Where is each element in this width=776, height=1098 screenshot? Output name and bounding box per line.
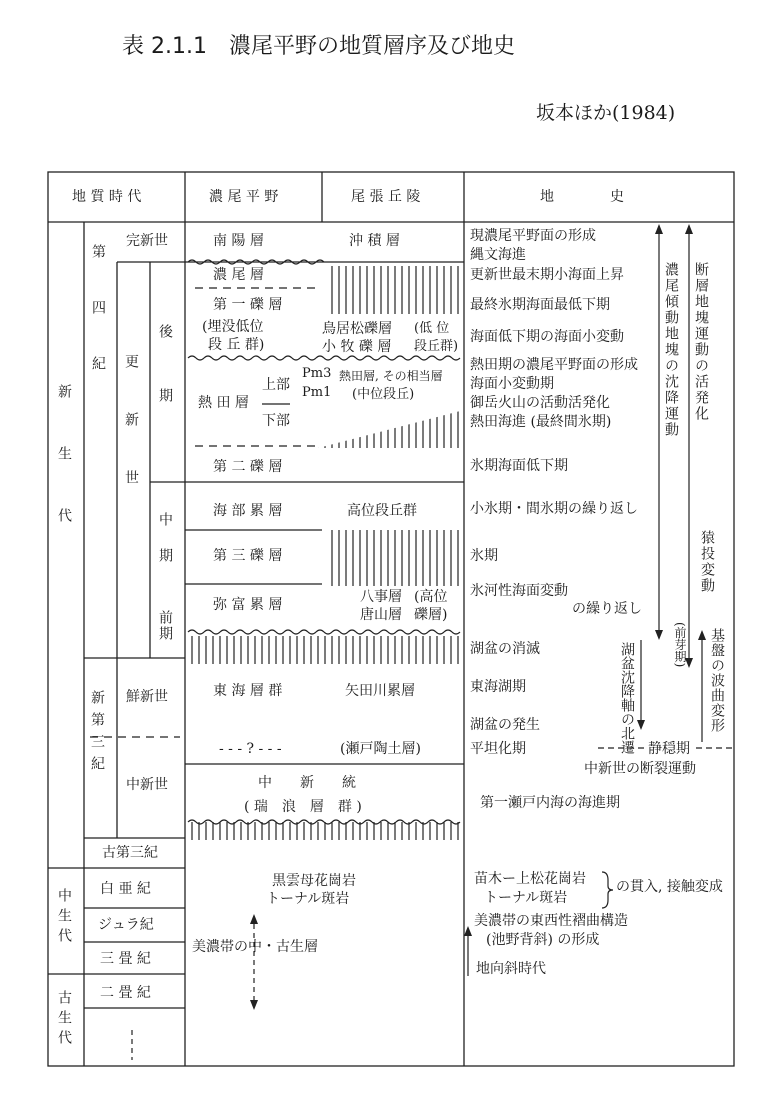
page-title: 表 2.1.1 濃尾平野の地質層序及び地史: [122, 34, 515, 59]
history-minor-fluctuation: 海面低下期の海面小変動: [470, 329, 624, 345]
stratum-high-terrace: 高位段丘群: [347, 503, 417, 519]
history-planation: 平坦化期: [470, 741, 526, 757]
period-triassic: 三 畳 紀: [100, 951, 151, 967]
stratum-tonalite: トーナル斑岩: [266, 891, 350, 907]
history-sea-rise: 更新世最末期小海面上昇: [470, 267, 624, 283]
stratum-first-gravel: 第 一 礫 層: [213, 297, 283, 313]
stratum-nanyo: 南 陽 層: [213, 233, 264, 249]
history-sanage: 猿投変動: [699, 530, 715, 594]
period-cretaceous: 白 亜 紀: [100, 881, 151, 897]
history-atsuta-plain: 熱田期の濃尾平野面の形成: [470, 357, 638, 373]
stratum-third-gravel: 第 三 礫 層: [213, 548, 283, 564]
history-lowest-sea: 最終氷期海面最低下期: [470, 297, 610, 313]
history-glacial: 氷期: [470, 548, 498, 564]
history-lake-vanish: 湖盆の消滅: [470, 641, 540, 657]
history-atsuta-transgression: 熱田海進 (最終間氷期): [470, 414, 612, 430]
history-glacio-eustatic: 氷河性海面変動: [470, 583, 568, 599]
stratum-pm1: Pm1: [302, 385, 332, 400]
period-permian: 二 畳 紀: [100, 985, 151, 1001]
history-glacial-low: 氷期海面低下期: [470, 458, 568, 474]
stratum-mizunami: ( 瑞 浪 層 群 ): [244, 799, 362, 815]
history-tokai-lake: 東海湖期: [470, 679, 526, 695]
header-period: 地 質 時 代: [72, 189, 142, 205]
epoch-holocene: 完新世: [126, 233, 168, 249]
stratum-upper: 上部: [262, 377, 290, 393]
period-jurassic: ジュラ紀: [98, 917, 154, 933]
epoch-pliocene: 鮮新世: [126, 689, 168, 705]
subepoch-middle: 中期: [157, 512, 173, 584]
stratum-komaki: 小 牧 礫 層: [322, 339, 392, 355]
history-naegi-granite: 苗木ー上松花崗岩: [474, 871, 586, 887]
history-repetition: の繰り返し: [572, 601, 642, 617]
stratum-karayama: 唐山層: [360, 607, 402, 623]
subepoch-late: 後期: [157, 324, 173, 452]
stratum-buried-terrace-1: (埋没低位: [202, 319, 264, 335]
history-precursor: (前芽期): [673, 622, 687, 668]
stratum-pm3: Pm3: [302, 366, 332, 381]
history-first-setouchi: 第一瀬戸内海の海進期: [480, 795, 620, 811]
stratum-buried-terrace-2: 段 丘 群): [208, 337, 265, 353]
stratum-high-gravel-1: (高位: [414, 589, 448, 605]
history-glacial-cycles: 小氷期・間氷期の繰り返し: [470, 501, 638, 517]
header-history: 地 史: [540, 189, 624, 205]
stratum-middle-terrace: (中位段丘): [352, 387, 415, 402]
stratum-low-terrace-2: 段丘群): [414, 339, 459, 354]
era-paleozoic: 古生代: [56, 990, 72, 1050]
epoch-pleistocene: 更新世: [123, 354, 139, 528]
era-cenozoic: 新生代: [56, 384, 72, 570]
stratum-second-gravel: 第 二 礫 層: [213, 459, 283, 475]
stratum-seto: (瀬戸陶土層): [340, 741, 421, 757]
history-intrusion: の貫入, 接触変成: [616, 879, 723, 895]
stratum-atsuta: 熱 田 層: [198, 395, 249, 411]
stratum-miocene-series: 中 新 統: [258, 775, 356, 791]
history-lake-origin: 湖盆の発生: [470, 717, 540, 733]
header-owari-hills: 尾 張 丘 陵: [351, 189, 421, 205]
history-sea-fluctuation: 海面小変動期: [470, 376, 554, 392]
stratum-alluvium: 沖 積 層: [349, 233, 400, 249]
stratum-biotite-granite: 黒雲母花崗岩: [272, 873, 356, 889]
stratum-tokai: 東 海 層 群: [213, 683, 283, 699]
stratum-mino-belt: 美濃帯の中・古生層: [192, 939, 318, 955]
period-neogene: 新第三紀: [89, 690, 105, 778]
subepoch-early: 前期: [157, 610, 173, 642]
stratum-lower: 下部: [262, 413, 290, 429]
history-current-plain: 現濃尾平野面の形成: [470, 228, 596, 244]
history-tonalite: トーナル斑岩: [484, 890, 568, 906]
history-fold-structure: 美濃帯の東西性褶曲構造: [474, 913, 628, 929]
history-ontake: 御岳火山の活動活発化: [470, 395, 610, 411]
stratum-yadagawa: 矢田川累層: [345, 683, 415, 699]
history-geosyncline: 地向斜時代: [476, 961, 546, 977]
era-mesozoic: 中生代: [56, 888, 72, 948]
history-nobi-tilting: 濃尾傾動地塊の沈降運動: [663, 262, 679, 438]
history-lake-axis: 湖盆沈降軸の北遷: [619, 642, 635, 754]
stratum-atsuta-equivalent: 熱田層, その相当層: [339, 369, 443, 383]
history-jomon-transgression: 縄文海進: [470, 247, 526, 263]
stratum-yatomi: 弥 富 累 層: [213, 597, 283, 613]
period-paleogene: 古第三紀: [102, 845, 158, 861]
stratum-low-terrace-1: (低 位: [414, 321, 450, 336]
stratum-nobi: 濃 尾 層: [213, 267, 264, 283]
history-miocene-faulting: 中新世の断裂運動: [584, 761, 696, 777]
history-ikeno-anticline: (池野背斜) の形成: [486, 932, 600, 948]
stratum-yagoto: 八事層: [360, 589, 402, 605]
epoch-miocene: 中新世: [126, 777, 168, 793]
stratum-toriimatsu: 鳥居松礫層: [322, 321, 392, 337]
history-calm: 静穏期: [648, 741, 690, 757]
citation: 坂本ほか(1984): [536, 102, 676, 124]
stratum-unknown: - - - ? - - -: [219, 741, 282, 757]
stratum-ama: 海 部 累 層: [213, 503, 283, 519]
history-bedrock-warping: 基盤の波曲変形: [709, 628, 725, 733]
stratum-high-gravel-2: 礫層): [414, 607, 448, 623]
history-fault-block: 断層地塊運動の活発化: [693, 262, 709, 422]
header-nobi-plain: 濃 尾 平 野: [209, 189, 279, 205]
period-quaternary: 第四紀: [90, 244, 106, 412]
